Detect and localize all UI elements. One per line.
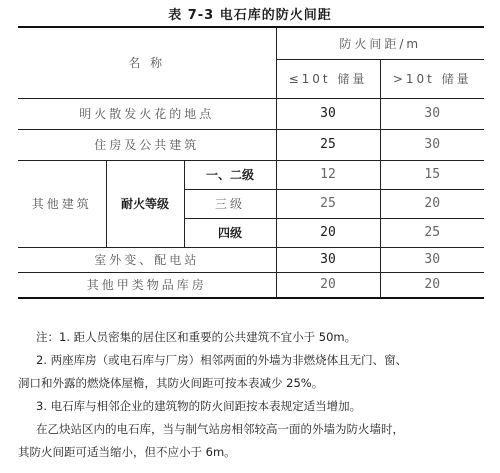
table-row [18, 129, 484, 160]
cell-small: 20 [276, 272, 380, 298]
cell-large: 20 [380, 272, 484, 298]
cell-large: 20 [380, 189, 484, 218]
cell-small: 12 [276, 160, 380, 189]
fire-distance-table [18, 26, 484, 299]
row-label: 室外变、配电站 [18, 247, 276, 272]
row-label: 住房及公共建筑 [18, 129, 276, 160]
note-3: 3. 电石库与相邻企业的建筑物的防火间距按本表规定适当增加。 [36, 399, 362, 413]
cell-large: 15 [380, 160, 484, 189]
cell-small: 30 [276, 247, 380, 272]
name-column-header: 名 称 [18, 27, 276, 98]
distance-group-header: 防火间距/m [276, 27, 484, 59]
grade-label: 三级 [184, 189, 276, 218]
other-buildings-label: 其他建筑 [18, 160, 106, 247]
table-header-row [18, 27, 484, 59]
cell-large: 25 [380, 218, 484, 247]
table-row [18, 98, 484, 129]
cell-small: 25 [276, 189, 380, 218]
grade-label: 四级 [184, 218, 276, 247]
note-1: 注：1. 距人员密集的居住区和重要的公共建筑不宜小于 50m。 [36, 330, 357, 344]
table-row [18, 247, 484, 272]
cell-small: 25 [276, 129, 380, 160]
table-row [18, 272, 484, 298]
cell-small: 30 [276, 98, 380, 129]
cell-small: 20 [276, 218, 380, 247]
fire-rating-label: 耐火等级 [106, 160, 184, 247]
note-4-continued: 其防火间距可适当缩小，但不应小于 6m。 [18, 445, 236, 459]
cell-large: 30 [380, 98, 484, 129]
small-storage-header: ≤10t 储量 [276, 59, 380, 98]
note-2: 2. 两座库房（或电石库与厂房）相邻两面的外墙为非燃烧体且无门、窗、 [36, 353, 408, 367]
large-storage-header: >10t 储量 [380, 59, 484, 98]
table-row [18, 160, 484, 189]
row-label: 明火散发火花的地点 [18, 98, 276, 129]
grade-label: 一、二级 [184, 160, 276, 189]
note-2-continued: 洞口和外露的燃烧体屋檐，其防火间距可按本表减少 25%。 [18, 376, 324, 390]
cell-large: 30 [380, 129, 484, 160]
table-notes [18, 326, 488, 464]
note-4: 在乙炔站区内的电石库，当与制气站房相邻较高一面的外墙为防火墙时， [36, 422, 404, 436]
table-title: 表 7-3 电石库的防火间距 [168, 8, 332, 23]
cell-large: 30 [380, 247, 484, 272]
row-label: 其他甲类物品库房 [18, 272, 276, 298]
